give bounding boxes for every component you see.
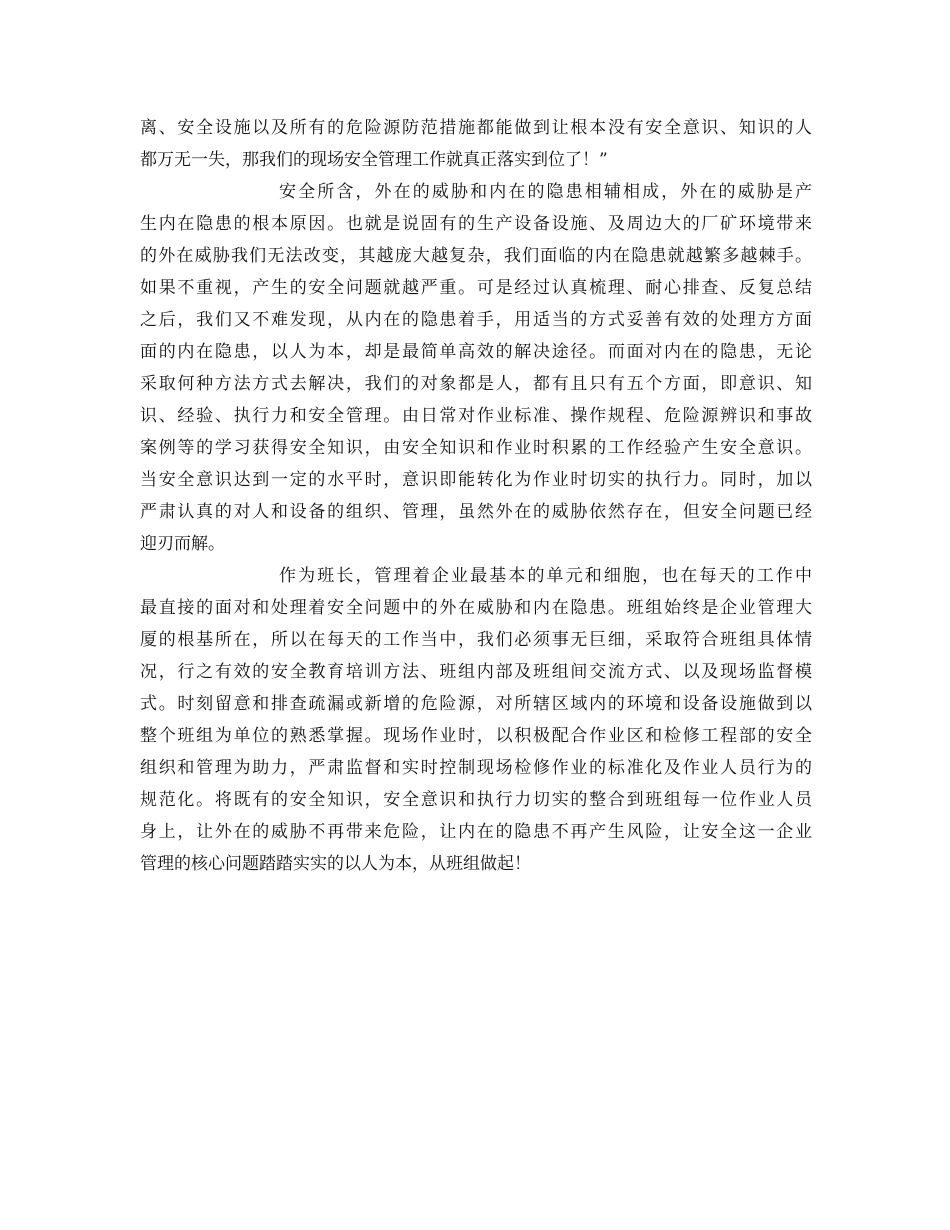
paragraph-line: 如果不重视，产生的安全问题就越严重。可是经过认真梳理、耐心排查、反复总结 — [140, 278, 812, 298]
paragraph-line: 整个班组为单位的熟悉掌握。现场作业时，以积极配合作业区和检修工程部的安全 — [140, 726, 812, 746]
paragraph-2 — [140, 176, 812, 560]
paragraph-line: 作为班长，管理着企业最基本的单元和细胞，也在每天的工作中 — [279, 566, 812, 586]
paragraph-line: 厦的根基所在，所以在每天的工作当中，我们必须事无巨细，采取符合班组具体情 — [140, 630, 812, 650]
paragraph-line: 识、经验、执行力和安全管理。由日常对作业标准、操作规程、危险源辨识和事故 — [140, 406, 812, 426]
paragraph-line: 面的内在隐患，以人为本，却是最简单高效的解决途径。而面对内在的隐患，无论 — [140, 342, 812, 362]
paragraph-line: 采取何种方法方式去解决，我们的对象都是人，都有且只有五个方面，即意识、知 — [140, 374, 812, 394]
paragraph-line: 离、安全设施以及所有的危险源防范措施都能做到让根本没有安全意识、知识的人 — [140, 118, 812, 138]
paragraph-line: 安全所含，外在的威胁和内在的隐患相辅相成，外在的威胁是产 — [279, 182, 812, 202]
paragraph-line: 都万无一失，那我们的现场安全管理工作就真正落实到位了！” — [140, 150, 608, 170]
paragraph-line: 最直接的面对和处理着安全问题中的外在威胁和内在隐患。班组始终是企业管理大 — [140, 598, 812, 618]
paragraph-line: 生内在隐患的根本原因。也就是说固有的生产设备设施、及周边大的厂矿环境带来 — [140, 214, 812, 234]
paragraph-1 — [140, 112, 812, 176]
paragraph-3 — [140, 560, 812, 880]
paragraph-line: 严肃认真的对人和设备的组织、管理，虽然外在的威胁依然存在，但安全问题已经 — [140, 502, 812, 522]
document-body — [140, 112, 812, 880]
paragraph-line: 组织和管理为助力，严肃监督和实时控制现场检修作业的标准化及作业人员行为的 — [140, 758, 812, 778]
paragraph-line: 身上，让外在的威胁不再带来危险，让内在的隐患不再产生风险，让安全这一企业 — [140, 822, 812, 842]
paragraph-line: 规范化。将既有的安全知识，安全意识和执行力切实的整合到班组每一位作业人员 — [140, 790, 812, 810]
paragraph-line: 之后，我们又不难发现，从内在的隐患着手，用适当的方式妥善有效的处理方方面 — [140, 310, 812, 330]
paragraph-line: 迎刃而解。 — [140, 534, 225, 554]
paragraph-line: 况，行之有效的安全教育培训方法、班组内部及班组间交流方式、以及现场监督模 — [140, 662, 812, 682]
paragraph-line: 管理的核心问题踏踏实实的以人为本，从班组做起！ — [140, 854, 531, 874]
paragraph-line: 当安全意识达到一定的水平时，意识即能转化为作业时切实的执行力。同时，加以 — [140, 470, 812, 490]
paragraph-line: 的外在威胁我们无法改变，其越庞大越复杂，我们面临的内在隐患就越繁多越棘手。 — [140, 246, 812, 266]
paragraph-line: 式。时刻留意和排查疏漏或新增的危险源，对所辖区域内的环境和设备设施做到以 — [140, 694, 812, 714]
paragraph-line: 案例等的学习获得安全知识，由安全知识和作业时积累的工作经验产生安全意识。 — [140, 438, 812, 458]
